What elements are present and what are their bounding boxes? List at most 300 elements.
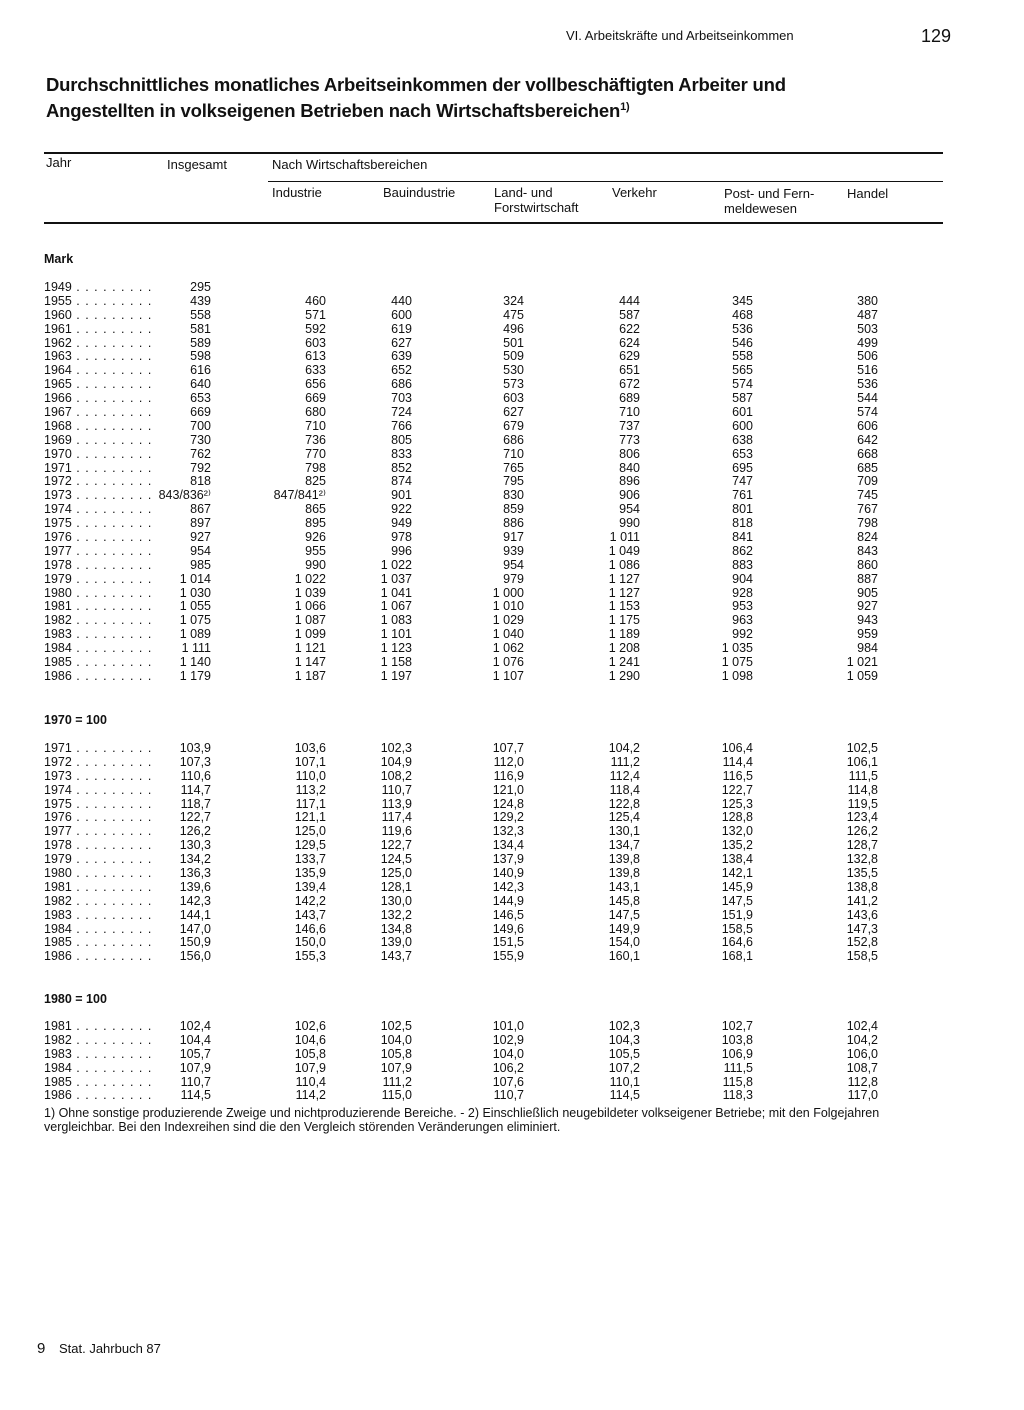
row-year: 1979 . . . (44, 853, 154, 867)
table-cell: 818 (732, 516, 753, 531)
table-cell: 1 062 (492, 641, 524, 656)
table-cell: 149,6 (492, 921, 524, 936)
table-cell: 1 049 (608, 543, 640, 558)
table-cell: 114,5 (180, 1088, 211, 1103)
row-year: 1979 . . . (44, 573, 154, 587)
table-row (0, 448, 1024, 462)
table-cell: 104,2 (846, 1032, 878, 1047)
table-cell: 1 111 (181, 641, 211, 656)
row-year: 1986 . . . (44, 670, 154, 684)
table-cell: 1 187 (294, 668, 326, 683)
col-head-year: Jahr (46, 155, 72, 170)
row-year: 1982 . . . (44, 1034, 154, 1048)
table-cell: 710 (305, 418, 326, 433)
table-cell: 906 (619, 488, 640, 503)
table-cell: 558 (732, 349, 753, 364)
table-cell: 110,1 (609, 1074, 640, 1089)
table-cell: 905 (857, 585, 878, 600)
row-year: 1985 . . . (44, 656, 154, 670)
table-cell: 139,8 (608, 852, 640, 867)
table-cell: 106,0 (846, 1046, 878, 1061)
table-row (0, 434, 1024, 448)
table-cell: 104,0 (492, 1046, 524, 1061)
row-year: 1981 . . . (44, 881, 154, 895)
table-cell: 101,0 (492, 1019, 524, 1033)
table-cell: 895 (305, 516, 326, 531)
table-row (0, 364, 1024, 378)
table-cell: 574 (732, 377, 753, 392)
chapter-heading: VI. Arbeitskräfte und Arbeitseinkommen (566, 28, 794, 43)
row-year: 1974 . . . (44, 784, 154, 798)
table-cell: 113,9 (381, 796, 412, 811)
table-cell: 125,0 (294, 824, 326, 839)
table-cell: 136,3 (179, 866, 211, 881)
table-cell: 1 127 (608, 585, 640, 600)
table-cell: 598 (190, 349, 211, 364)
table-cell: 107,6 (492, 1074, 524, 1089)
table-cell: 125,3 (721, 796, 753, 811)
table-row (0, 517, 1024, 531)
table-cell: 761 (732, 488, 753, 503)
table-cell: 573 (503, 377, 524, 392)
table-cell: 155,9 (492, 949, 524, 964)
table-row (0, 670, 1024, 684)
row-year: 1976 . . . (44, 811, 154, 825)
table-cell: 1 029 (492, 613, 524, 628)
table-cell: 134,8 (380, 921, 412, 936)
col-head-industry: Industrie (272, 185, 322, 200)
table-cell: 917 (503, 530, 524, 545)
table-cell: 158,5 (721, 921, 753, 936)
table-cell: 150,0 (294, 935, 326, 950)
table-cell: 132,0 (721, 824, 753, 839)
table-cell: 118,3 (722, 1088, 753, 1103)
table-cell: 107,2 (608, 1060, 640, 1075)
table-cell: 117,0 (847, 1088, 878, 1103)
table-cell: 130,3 (179, 838, 211, 853)
table-cell: 730 (190, 432, 211, 447)
table-row (0, 811, 1024, 825)
table-cell: 440 (391, 293, 412, 308)
table-cell: 113,2 (295, 782, 326, 797)
table-cell: 1 022 (380, 557, 412, 572)
table-cell: 119,6 (381, 824, 412, 839)
table-cell: 795 (503, 474, 524, 489)
table-cell: 155,3 (294, 949, 326, 964)
table-cell: 168,1 (721, 949, 753, 964)
table-cell: 773 (619, 432, 640, 447)
table-cell: 896 (619, 474, 640, 489)
table-cell: 122,7 (721, 782, 753, 797)
table-cell: 295 (190, 280, 211, 294)
table-body-mark (0, 281, 1024, 684)
table-cell: 770 (305, 446, 326, 461)
table-cell: 135,2 (721, 838, 753, 853)
table-cell: 147,3 (846, 921, 878, 936)
table-cell: 927 (857, 599, 878, 614)
table-cell: 979 (503, 571, 524, 586)
table-cell: 102,5 (380, 1019, 412, 1033)
col-head-agriculture-1: Land- und (494, 185, 553, 200)
row-year: 1969 . . . (44, 434, 154, 448)
table-cell: 130,0 (380, 893, 412, 908)
section-label-mark: Mark (44, 252, 74, 266)
table-cell: 984 (857, 641, 878, 656)
table-row (0, 323, 1024, 337)
table-row (0, 503, 1024, 517)
table-cell: 110,7 (381, 782, 412, 797)
table-cell: 544 (857, 391, 878, 406)
table-cell: 1 241 (608, 655, 640, 670)
table-cell: 128,8 (721, 810, 753, 825)
table-cell: 140,9 (492, 866, 524, 881)
table-cell: 943 (857, 613, 878, 628)
table-cell: 939 (503, 543, 524, 558)
table-cell: 1 140 (179, 655, 211, 670)
table-cell: 1 055 (179, 599, 211, 614)
table-cell: 587 (732, 391, 753, 406)
table-cell: 703 (391, 391, 412, 406)
table-title-line-2-text: Angestellten in volkseigenen Betrieben nach Wirtschaftsbereichen (46, 100, 621, 122)
table-title-line-2 (46, 96, 926, 122)
row-year: 1960 . . . (44, 309, 154, 323)
header-bottom-rule (44, 222, 943, 224)
table-cell: 102,6 (294, 1019, 326, 1033)
table-cell: 142,3 (179, 893, 211, 908)
table-cell: 862 (732, 543, 753, 558)
table-cell: 1 153 (608, 599, 640, 614)
table-cell: 106,1 (846, 754, 878, 769)
row-year: 1985 . . . (44, 1076, 154, 1090)
table-row (0, 656, 1024, 670)
row-year: 1981 . . . (44, 600, 154, 614)
table-cell: 990 (619, 516, 640, 531)
table-cell: 106,2 (492, 1060, 524, 1075)
table-cell: 107,7 (492, 741, 524, 755)
table-cell: 143,7 (380, 949, 412, 964)
table-row (0, 350, 1024, 364)
table-cell: 1 089 (179, 627, 211, 642)
row-year: 1982 . . . (44, 614, 154, 628)
table-cell: 640 (190, 377, 211, 392)
table-cell: 107,3 (179, 754, 211, 769)
table-row (0, 923, 1024, 937)
table-cell: 468 (732, 307, 753, 322)
table-cell: 143,7 (294, 907, 326, 922)
table-cell: 1 014 (179, 571, 211, 586)
table-cell: 118,7 (180, 796, 211, 811)
table-cell: 151,9 (721, 907, 753, 922)
table-cell: 904 (732, 571, 753, 586)
table-cell: 669 (190, 405, 211, 420)
table-cell: 139,8 (608, 866, 640, 881)
table-cell: 798 (857, 516, 878, 531)
table-cell: 146,6 (294, 921, 326, 936)
table-cell: 990 (305, 557, 326, 572)
table-cell: 108,7 (846, 1060, 878, 1075)
table-cell: 996 (391, 543, 412, 558)
table-title (46, 74, 926, 122)
table-cell: 506 (857, 349, 878, 364)
table-row (0, 936, 1024, 950)
table-cell: 460 (305, 293, 326, 308)
table-cell: 686 (391, 377, 412, 392)
table-cell: 117,1 (295, 796, 326, 811)
table-cell: 142,2 (294, 893, 326, 908)
table-cell: 867 (190, 502, 211, 517)
row-year: 1986 . . . (44, 950, 154, 964)
table-cell: 104,2 (608, 741, 640, 755)
table-cell: 125,4 (608, 810, 640, 825)
table-cell: 766 (391, 418, 412, 433)
table-row (0, 1034, 1024, 1048)
table-row (0, 756, 1024, 770)
table-cell: 1 123 (380, 641, 412, 656)
table-cell: 108,2 (380, 768, 412, 783)
table-cell: 633 (305, 363, 326, 378)
row-year: 1980 . . . (44, 587, 154, 601)
table-title-line-1: Durchschnittliches monatliches Arbeitseinkommen der vollbeschäftigten Arbeiter und (46, 74, 786, 95)
table-cell: 123,4 (846, 810, 878, 825)
table-cell: 134,7 (608, 838, 640, 853)
table-cell: 1 083 (380, 613, 412, 628)
col-head-agriculture (494, 185, 579, 215)
table-cell: 1 075 (179, 613, 211, 628)
row-year: 1955 . . . (44, 295, 154, 309)
table-cell: 689 (619, 391, 640, 406)
table-cell: 824 (857, 530, 878, 545)
col-head-post (724, 186, 814, 216)
table-cell: 963 (732, 613, 753, 628)
table-row (0, 337, 1024, 351)
row-year: 1980 . . . (44, 867, 154, 881)
table-cell: 710 (503, 446, 524, 461)
row-year: 1981 . . . (44, 1020, 154, 1034)
table-row (0, 642, 1024, 656)
table-cell: 158,5 (846, 949, 878, 964)
table-cell: 1 290 (608, 668, 640, 683)
table-cell: 107,9 (179, 1060, 211, 1075)
table-cell: 546 (732, 335, 753, 350)
footnote-line-2: vergleichbar. Bei den Indexreihen sind die den Vergleich störenden Veränderungen eliminiert. (44, 1120, 561, 1134)
table-cell: 656 (305, 377, 326, 392)
row-year: 1978 . . . (44, 559, 154, 573)
table-cell: 110,7 (180, 1074, 211, 1089)
table-cell: 104,4 (179, 1032, 211, 1047)
table-cell: 841 (732, 530, 753, 545)
table-cell: 1 197 (380, 668, 412, 683)
table-cell: 1 179 (179, 668, 211, 683)
table-cell: 135,5 (846, 866, 878, 881)
table-cell: 147,5 (721, 893, 753, 908)
table-cell: 1 127 (608, 571, 640, 586)
table-cell: 887 (857, 571, 878, 586)
table-row (0, 825, 1024, 839)
row-year: 1962 . . . (44, 337, 154, 351)
table-cell: 927 (190, 530, 211, 545)
table-cell: 142,3 (492, 879, 524, 894)
table-cell: 110,4 (295, 1074, 326, 1089)
table-cell: 865 (305, 502, 326, 517)
table-cell: 859 (503, 502, 524, 517)
table-cell: 1 022 (294, 571, 326, 586)
table-cell: 121,1 (294, 810, 326, 825)
table-cell: 147,5 (608, 907, 640, 922)
table-cell: 565 (732, 363, 753, 378)
row-year: 1975 . . . (44, 517, 154, 531)
table-body-index-1970 (0, 742, 1024, 964)
table-cell: 164,6 (721, 935, 753, 950)
table-cell: 132,2 (380, 907, 412, 922)
table-cell: 105,8 (380, 1046, 412, 1061)
table-cell: 151,5 (492, 935, 524, 950)
table-cell: 124,5 (380, 852, 412, 867)
table-cell: 737 (619, 418, 640, 433)
row-year: 1970 . . . (44, 448, 154, 462)
row-year: 1971 . . . (44, 742, 154, 756)
table-row (0, 489, 1024, 503)
table-cell: 1 000 (492, 585, 524, 600)
table-cell: 110,0 (295, 768, 326, 783)
table-row (0, 587, 1024, 601)
table-cell: 1 021 (846, 655, 878, 670)
table-cell: 111,5 (723, 1060, 753, 1075)
table-cell: 792 (190, 460, 211, 475)
table-cell: 106,4 (721, 741, 753, 755)
table-cell: 606 (857, 418, 878, 433)
table-cell: 587 (619, 307, 640, 322)
table-cell: 134,4 (492, 838, 524, 853)
table-row (0, 295, 1024, 309)
table-cell: 581 (190, 321, 211, 336)
table-cell: 603 (305, 335, 326, 350)
col-head-total: Insgesamt (167, 157, 227, 172)
table-cell: 627 (391, 335, 412, 350)
table-cell: 886 (503, 516, 524, 531)
table-cell: 558 (190, 307, 211, 322)
page-number: 129 (921, 26, 952, 46)
table-cell: 619 (391, 321, 412, 336)
row-year: 1976 . . . (44, 531, 154, 545)
table-cell: 736 (305, 432, 326, 447)
table-cell: 622 (619, 321, 640, 336)
table-cell: 801 (732, 502, 753, 517)
table-cell: 1 099 (294, 627, 326, 642)
table-cell: 767 (857, 502, 878, 517)
table-cell: 149,9 (608, 921, 640, 936)
table-row (0, 309, 1024, 323)
table-cell: 103,8 (721, 1032, 753, 1047)
table-row (0, 531, 1024, 545)
table-cell: 103,9 (179, 741, 211, 755)
table-row (0, 600, 1024, 614)
table-cell: 503 (857, 321, 878, 336)
table-cell: 137,9 (492, 852, 524, 867)
table-row (0, 573, 1024, 587)
table-cell: 112,8 (847, 1074, 878, 1089)
row-year: 1978 . . . (44, 839, 154, 853)
table-cell: 847/841²⁾ (273, 488, 326, 503)
table-cell: 928 (732, 585, 753, 600)
table-cell: 104,3 (608, 1032, 640, 1047)
table-cell: 600 (732, 418, 753, 433)
table-cell: 124,8 (492, 796, 524, 811)
row-year: 1977 . . . (44, 545, 154, 559)
table-cell: 126,2 (179, 824, 211, 839)
table-cell: 102,9 (492, 1032, 524, 1047)
table-row (0, 1089, 1024, 1103)
sheet-number: 9 (37, 1340, 46, 1357)
table-cell: 805 (391, 432, 412, 447)
table-cell: 160,1 (608, 949, 640, 964)
table-cell: 126,2 (846, 824, 878, 839)
table-cell: 129,5 (294, 838, 326, 853)
table-cell: 762 (190, 446, 211, 461)
table-cell: 897 (190, 516, 211, 531)
table-cell: 102,3 (380, 741, 412, 755)
table-cell: 105,5 (608, 1046, 640, 1061)
header-top-rule (44, 152, 943, 154)
table-cell: 138,4 (721, 852, 753, 867)
table-cell: 536 (732, 321, 753, 336)
table-cell: 978 (391, 530, 412, 545)
table-cell: 1 086 (608, 557, 640, 572)
row-year: 1985 . . . (44, 936, 154, 950)
row-year: 1986 . . . (44, 1089, 154, 1103)
table-cell: 1 098 (721, 668, 753, 683)
row-year: 1983 . . . (44, 628, 154, 642)
table-row (0, 798, 1024, 812)
table-row (0, 559, 1024, 573)
table-cell: 1 101 (380, 627, 412, 642)
table-cell: 1 147 (294, 655, 326, 670)
table-cell: 122,7 (179, 810, 211, 825)
table-cell: 695 (732, 460, 753, 475)
table-cell: 130,1 (608, 824, 640, 839)
table-cell: 112,4 (609, 768, 640, 783)
row-year: 1949 . . . (44, 281, 154, 295)
table-cell: 156,0 (179, 949, 211, 964)
table-cell: 1 059 (846, 668, 878, 683)
table-cell: 115,0 (381, 1088, 412, 1103)
table-body-index-1980 (0, 1020, 1024, 1103)
table-cell: 1 066 (294, 599, 326, 614)
row-year: 1977 . . . (44, 825, 154, 839)
table-cell: 115,8 (722, 1074, 753, 1089)
table-row (0, 475, 1024, 489)
table-cell: 509 (503, 349, 524, 364)
table-cell: 105,8 (294, 1046, 326, 1061)
table-cell: 1 087 (294, 613, 326, 628)
table-cell: 653 (732, 446, 753, 461)
table-cell: 133,7 (294, 852, 326, 867)
table-cell: 600 (391, 307, 412, 322)
table-cell: 985 (190, 557, 211, 572)
table-cell: 144,1 (179, 907, 211, 922)
table-cell: 592 (305, 321, 326, 336)
table-cell: 949 (391, 516, 412, 531)
table-cell: 111,2 (610, 754, 640, 769)
table-cell: 119,5 (847, 796, 878, 811)
table-cell: 818 (190, 474, 211, 489)
table-cell: 1 011 (609, 530, 640, 545)
table-cell: 104,0 (380, 1032, 412, 1047)
row-year: 1971 . . . (44, 462, 154, 476)
source-label: Stat. Jahrbuch 87 (58, 1341, 161, 1356)
table-cell: 1 208 (608, 641, 640, 656)
table-row (0, 392, 1024, 406)
table-row (0, 614, 1024, 628)
